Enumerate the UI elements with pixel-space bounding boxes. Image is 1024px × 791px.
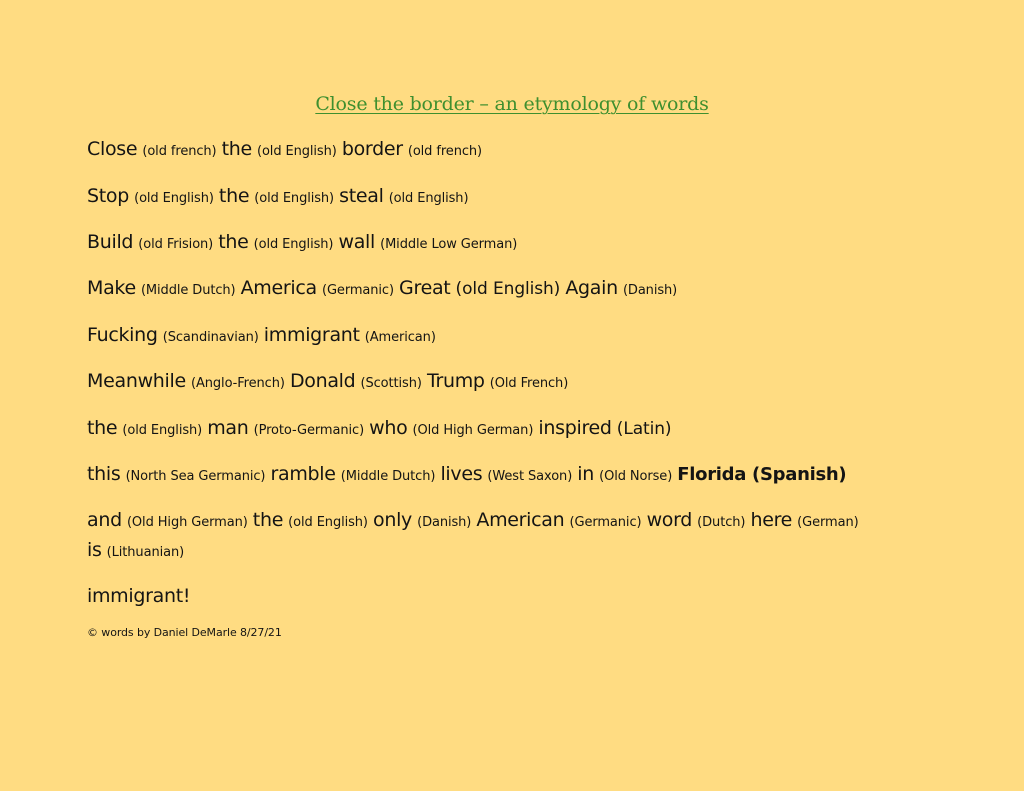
title-text: Close the border – an etymology of words (315, 93, 709, 115)
word-origin: (old English) (455, 279, 561, 299)
word: steal (339, 185, 384, 207)
word-origin: (Lithuanian) (106, 545, 185, 560)
word-origin: (old English) (288, 515, 368, 530)
word: Stop (87, 185, 129, 207)
poem-line-2 (87, 184, 947, 211)
word-origin: (Middle Dutch) (140, 283, 236, 298)
word: in (577, 463, 594, 485)
word-origin: (North Sea Germanic) (125, 469, 266, 484)
poem-line-9 (87, 508, 947, 535)
word: Trump (426, 370, 485, 392)
word-origin: (Old Norse) (599, 469, 673, 484)
poem-line-8 (87, 462, 947, 489)
word-origin: (old English) (256, 144, 337, 159)
word-origin: (Middle Dutch) (340, 469, 436, 484)
poem-line-6 (87, 369, 947, 396)
word: Build (87, 231, 134, 253)
word-origin: (Dutch) (697, 515, 746, 530)
word: who (369, 417, 408, 439)
word: lives (440, 463, 483, 485)
word-origin: (Germanic) (321, 283, 394, 298)
word-origin: (Middle Low German) (380, 237, 518, 252)
word: Make (87, 277, 136, 299)
word: is (87, 539, 102, 561)
word-origin: (old french) (142, 144, 217, 159)
word-origin: (old English) (388, 191, 469, 206)
word-origin: (German) (797, 515, 859, 530)
poem-line-10 (87, 538, 947, 565)
word-origin: (old English) (254, 191, 335, 206)
word: immigrant! (87, 585, 191, 607)
poem-line-4 (87, 276, 947, 303)
poem-line-7 (87, 416, 947, 443)
word: Again (565, 277, 618, 299)
word: the (221, 138, 252, 160)
word-origin: (Proto-Germanic) (253, 423, 365, 438)
word: border (341, 138, 403, 160)
word-origin: (old English) (253, 237, 334, 252)
word-origin: (old french) (407, 144, 482, 159)
word: here (750, 509, 793, 531)
word-origin: (Danish) (417, 515, 472, 530)
word-origin: (Old French) (489, 376, 569, 391)
word: the (252, 509, 284, 531)
word: this (87, 463, 121, 485)
word: the (218, 185, 250, 207)
word-origin: (old English) (122, 423, 203, 438)
word-origin: (Latin) (616, 419, 672, 439)
poem-line-3 (87, 230, 947, 257)
word-origin: (West Saxon) (487, 469, 573, 484)
word-origin: (Scottish) (360, 376, 422, 391)
word-origin: (Scandinavian) (162, 330, 259, 345)
word-bold: Florida (Spanish) (677, 464, 847, 485)
word-origin: (Danish) (622, 283, 678, 298)
word: ramble (270, 463, 336, 485)
word: American (476, 509, 565, 531)
word: the (218, 231, 249, 253)
poem-line-11 (87, 584, 947, 609)
word: the (87, 417, 118, 439)
poem-line-1 (87, 137, 947, 164)
word-origin: (American) (364, 330, 436, 345)
word-origin: (Germanic) (569, 515, 642, 530)
copyright-footer: © words by Daniel DeMarle 8/27/21 (87, 626, 282, 639)
word: Donald (289, 370, 356, 392)
word: immigrant (263, 324, 360, 346)
word: man (207, 417, 249, 439)
word: Fucking (87, 324, 158, 346)
word: only (373, 509, 412, 531)
word-origin: (Anglo-French) (191, 376, 285, 391)
document-title (0, 93, 1024, 115)
word-origin: (old Frision) (138, 237, 214, 252)
word: inspired (538, 417, 612, 439)
poem-line-5 (87, 323, 947, 350)
word-origin: (old English) (134, 191, 214, 206)
word-origin: (Old High German) (126, 515, 248, 530)
word-origin: (Old High German) (412, 423, 534, 438)
word: word (646, 509, 693, 531)
word: America (240, 277, 317, 299)
word: wall (338, 231, 375, 253)
word: Close (87, 138, 138, 160)
word: and (87, 509, 122, 531)
word: Great (399, 277, 451, 299)
word: Meanwhile (87, 370, 186, 392)
